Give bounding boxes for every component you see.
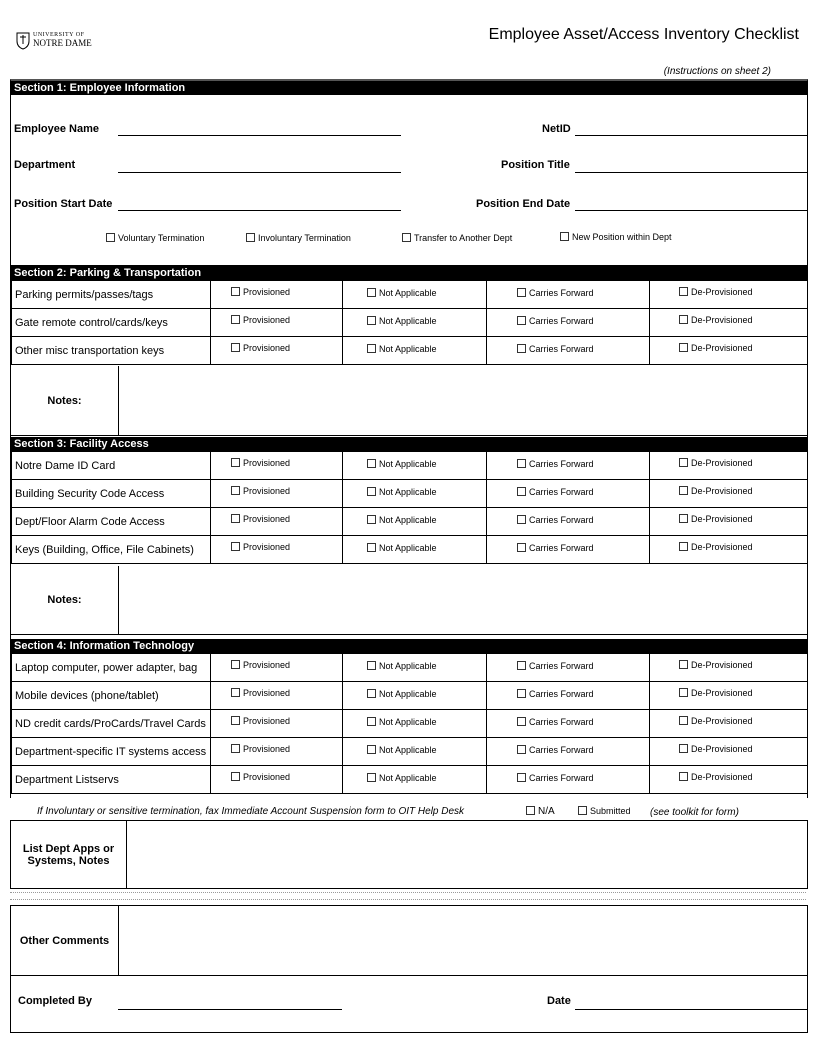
status-de-provisioned[interactable]: De-Provisioned <box>650 309 808 337</box>
item-label: Dept/Floor Alarm Code Access <box>12 508 211 536</box>
status-not-applicable[interactable]: Not Applicable <box>343 654 487 682</box>
status-de-provisioned[interactable]: De-Provisioned <box>650 337 808 365</box>
status-de-provisioned[interactable]: De-Provisioned <box>650 508 808 536</box>
completed-by-box <box>10 975 808 1033</box>
logo-line-2: NOTRE DAME <box>33 38 92 48</box>
checkbox[interactable] <box>560 232 569 241</box>
status-carries-forward[interactable]: Carries Forward <box>487 508 650 536</box>
table-row <box>12 682 808 710</box>
status-provisioned[interactable]: Provisioned <box>211 337 343 365</box>
status-de-provisioned[interactable]: De-Provisioned <box>650 480 808 508</box>
status-carries-forward[interactable]: Carries Forward <box>487 480 650 508</box>
table-row <box>12 309 808 337</box>
status-de-provisioned[interactable]: De-Provisioned <box>650 738 808 766</box>
item-label: Keys (Building, Office, File Cabinets) <box>12 536 211 564</box>
transfer-option[interactable]: Transfer to Another Dept <box>402 233 512 243</box>
na-option[interactable]: N/A <box>526 806 555 817</box>
position-end-field[interactable] <box>575 210 807 211</box>
logo-line-1: UNIVERSITY OF <box>33 32 85 38</box>
item-label: Mobile devices (phone/tablet) <box>12 682 211 710</box>
status-de-provisioned[interactable]: De-Provisioned <box>650 682 808 710</box>
item-label: Notre Dame ID Card <box>12 452 211 480</box>
item-label: Laptop computer, power adapter, bag <box>12 654 211 682</box>
status-carries-forward[interactable]: Carries Forward <box>487 738 650 766</box>
table-row <box>12 710 808 738</box>
status-provisioned[interactable]: Provisioned <box>211 738 343 766</box>
section-1-title: Section 1: Employee Information <box>11 81 807 95</box>
status-de-provisioned[interactable]: De-Provisioned <box>650 710 808 738</box>
status-not-applicable[interactable]: Not Applicable <box>343 738 487 766</box>
section-3-title: Section 3: Facility Access <box>11 437 807 451</box>
netid-field[interactable] <box>575 135 807 136</box>
new-position-option[interactable]: New Position within Dept <box>560 232 672 242</box>
status-not-applicable[interactable]: Not Applicable <box>343 281 487 309</box>
status-provisioned[interactable]: Provisioned <box>211 654 343 682</box>
item-label: Gate remote control/cards/keys <box>12 309 211 337</box>
section-3-table <box>11 451 808 564</box>
status-carries-forward[interactable]: Carries Forward <box>487 309 650 337</box>
checkbox[interactable] <box>246 233 255 242</box>
section-2 <box>10 265 808 436</box>
table-row <box>12 766 808 794</box>
position-start-field[interactable] <box>118 210 401 211</box>
status-provisioned[interactable]: Provisioned <box>211 281 343 309</box>
status-carries-forward[interactable]: Carries Forward <box>487 281 650 309</box>
item-label: ND credit cards/ProCards/Travel Cards <box>12 710 211 738</box>
status-de-provisioned[interactable]: De-Provisioned <box>650 766 808 794</box>
checkbox[interactable] <box>402 233 411 242</box>
notes-label: Notes: <box>11 366 119 435</box>
other-comments-label: Other Comments <box>11 906 119 975</box>
table-row <box>12 654 808 682</box>
status-provisioned[interactable]: Provisioned <box>211 766 343 794</box>
table-row <box>12 738 808 766</box>
status-de-provisioned[interactable]: De-Provisioned <box>650 654 808 682</box>
department-field[interactable] <box>118 172 401 173</box>
table-row <box>12 337 808 365</box>
completed-by-label: Completed By <box>18 995 92 1007</box>
section-4-title: Section 4: Information Technology <box>11 639 807 653</box>
status-not-applicable[interactable]: Not Applicable <box>343 710 487 738</box>
table-row <box>12 452 808 480</box>
status-carries-forward[interactable]: Carries Forward <box>487 710 650 738</box>
position-start-label: Position Start Date <box>14 198 113 210</box>
status-de-provisioned[interactable]: De-Provisioned <box>650 536 808 564</box>
status-carries-forward[interactable]: Carries Forward <box>487 452 650 480</box>
divider <box>10 892 806 893</box>
status-provisioned[interactable]: Provisioned <box>211 536 343 564</box>
status-carries-forward[interactable]: Carries Forward <box>487 536 650 564</box>
table-row <box>12 508 808 536</box>
section-1 <box>10 79 808 267</box>
status-provisioned[interactable]: Provisioned <box>211 682 343 710</box>
status-not-applicable[interactable]: Not Applicable <box>343 766 487 794</box>
item-label: Building Security Code Access <box>12 480 211 508</box>
termination-note-text: If Involuntary or sensitive termination, fax Immediate Account Suspension form to OIT Help Desk <box>37 806 465 817</box>
status-de-provisioned[interactable]: De-Provisioned <box>650 281 808 309</box>
status-not-applicable[interactable]: Not Applicable <box>343 337 487 365</box>
notes-label: Notes: <box>11 566 119 634</box>
position-title-label: Position Title <box>501 159 570 171</box>
status-de-provisioned[interactable]: De-Provisioned <box>650 452 808 480</box>
status-provisioned[interactable]: Provisioned <box>211 309 343 337</box>
status-not-applicable[interactable]: Not Applicable <box>343 309 487 337</box>
shield-icon <box>16 32 30 50</box>
dept-apps-inner <box>11 821 807 888</box>
other-comments-inner <box>11 906 807 975</box>
checkbox[interactable] <box>106 233 115 242</box>
section-3-notes[interactable] <box>11 566 807 635</box>
table-row <box>12 281 808 309</box>
table-row <box>12 536 808 564</box>
toolkit-note: (see toolkit for form) <box>650 807 739 818</box>
section-2-title: Section 2: Parking & Transportation <box>11 266 807 280</box>
status-not-applicable[interactable]: Not Applicable <box>343 452 487 480</box>
section-2-table <box>11 280 808 365</box>
section-4-table <box>11 653 808 794</box>
status-provisioned[interactable]: Provisioned <box>211 710 343 738</box>
dept-apps-box[interactable] <box>10 820 808 889</box>
date-field[interactable] <box>575 1009 807 1010</box>
table-row <box>12 480 808 508</box>
status-provisioned[interactable]: Provisioned <box>211 452 343 480</box>
involuntary-termination-option[interactable]: Involuntary Termination <box>246 233 351 243</box>
item-label: Parking permits/passes/tags <box>12 281 211 309</box>
status-not-applicable[interactable]: Not Applicable <box>343 682 487 710</box>
divider <box>10 899 806 900</box>
section-2-notes[interactable] <box>11 366 807 436</box>
employee-name-field[interactable] <box>118 135 401 136</box>
checkbox[interactable] <box>578 806 587 815</box>
notre-dame-logo <box>16 32 106 54</box>
status-carries-forward[interactable]: Carries Forward <box>487 654 650 682</box>
status-carries-forward[interactable]: Carries Forward <box>487 682 650 710</box>
item-label: Other misc transportation keys <box>12 337 211 365</box>
status-provisioned[interactable]: Provisioned <box>211 508 343 536</box>
status-not-applicable[interactable]: Not Applicable <box>343 536 487 564</box>
status-carries-forward[interactable]: Carries Forward <box>487 337 650 365</box>
employee-name-label: Employee Name <box>14 123 99 135</box>
status-carries-forward[interactable]: Carries Forward <box>487 766 650 794</box>
submitted-option[interactable]: Submitted <box>578 806 631 816</box>
netid-label: NetID <box>542 123 571 135</box>
voluntary-termination-option[interactable]: Voluntary Termination <box>106 233 204 243</box>
position-end-label: Position End Date <box>476 198 571 210</box>
dept-apps-label: List Dept Apps or Systems, Notes <box>11 821 127 888</box>
other-comments-box[interactable] <box>10 905 808 976</box>
termination-note <box>37 806 464 817</box>
page-title: Employee Asset/Access Inventory Checklist <box>488 26 799 43</box>
item-label: Department-specific IT systems access <box>12 738 211 766</box>
section-3 <box>10 435 808 635</box>
checkbox[interactable] <box>526 806 535 815</box>
item-label: Department Listservs <box>12 766 211 794</box>
section-4 <box>10 635 808 798</box>
status-provisioned[interactable]: Provisioned <box>211 480 343 508</box>
completed-by-field[interactable] <box>118 1009 342 1010</box>
position-title-field[interactable] <box>575 172 807 173</box>
date-label: Date <box>547 995 571 1007</box>
status-not-applicable[interactable]: Not Applicable <box>343 508 487 536</box>
status-not-applicable[interactable]: Not Applicable <box>343 480 487 508</box>
department-label: Department <box>14 159 76 171</box>
instructions-note: (Instructions on sheet 2) <box>663 66 771 77</box>
